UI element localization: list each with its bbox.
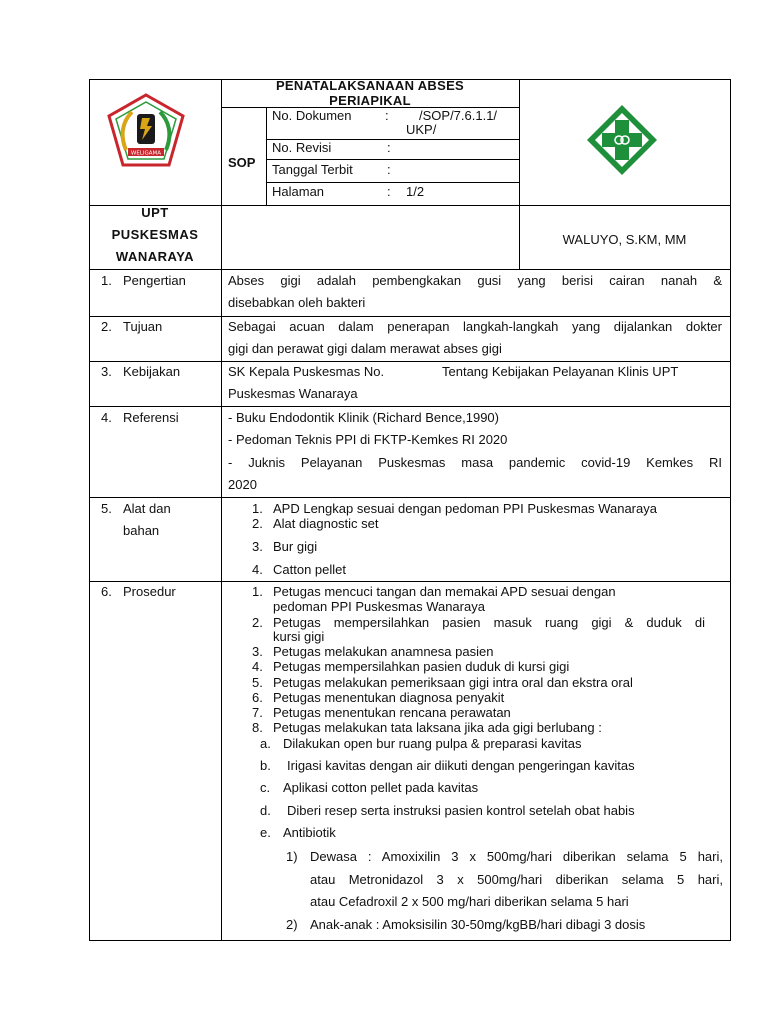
- step-number: 5.: [252, 675, 263, 690]
- divider: [89, 497, 731, 498]
- step-text-cont: kursi gigi: [273, 629, 325, 644]
- page-value: 1/2: [406, 184, 425, 199]
- list-number: 2.: [252, 516, 263, 531]
- page-colon: :: [387, 184, 391, 199]
- doc-number-label: No. Dokumen: [272, 108, 352, 123]
- section-text: Puskesmas Wanaraya: [228, 386, 358, 401]
- org-name-line2: PUSKESMAS: [111, 227, 199, 242]
- step-text: Petugas menentukan diagnosa penyakit: [273, 690, 505, 705]
- doc-number-value-cont: UKP/: [406, 122, 437, 137]
- border-right: [730, 79, 731, 941]
- list-item: APD Lengkap sesuai dengan pedoman PPI Puskesmas Wanaraya: [273, 501, 657, 516]
- divider: [221, 79, 222, 941]
- step-text: Petugas melakukan tata laksana jika ada gigi berlubang :: [273, 720, 602, 735]
- step-text: Petugas mempersilahkan pasien duduk di kursi gigi: [273, 659, 570, 674]
- doc-number-colon: :: [385, 108, 389, 123]
- sop-label: SOP: [228, 155, 256, 170]
- puskesmas-logo: [586, 104, 658, 176]
- org-name-line1: UPT: [141, 205, 169, 220]
- reference-item: - Buku Endodontik Klinik (Richard Bence,1990): [228, 410, 499, 425]
- substep-letter: c.: [260, 780, 271, 795]
- step-number: 1.: [252, 584, 263, 599]
- dosage-text: Dewasa : Amoxixilin 3 x 500mg/hari diberikan selama 5 hari,: [310, 849, 723, 864]
- reference-item-cont: 2020: [228, 477, 257, 492]
- substep-letter: e.: [260, 825, 271, 840]
- step-number: 6.: [252, 690, 263, 705]
- dosage-text-cont: atau Cefadroxil 2 x 500 mg/hari diberikan selama 5 hari: [310, 894, 629, 909]
- section-text: Sebagai acuan dalam penerapan langkah-langkah yang dijalankan dokter: [228, 319, 722, 334]
- substep-text: Antibiotik: [283, 825, 336, 840]
- section-label-referensi: Referensi: [123, 410, 179, 425]
- dosage-number: 1): [286, 849, 298, 864]
- revision-label: No. Revisi: [272, 140, 332, 155]
- substep-letter: b.: [260, 758, 271, 773]
- section-label-alat: Alat dan: [123, 501, 171, 516]
- section-text: Abses gigi adalah pembengkakan gusi yang berisi cairan nanah &: [228, 273, 722, 288]
- logo-text: WELIGAMA: [130, 150, 162, 157]
- divider: [89, 406, 731, 407]
- section-text: SK Kepala Puskesmas No.: [228, 364, 385, 379]
- list-item: Bur gigi: [273, 539, 318, 554]
- step-text: Petugas mempersilahkan pasien masuk ruang gigi & duduk di: [273, 615, 705, 630]
- substep-text: Dilakukan open bur ruang pulpa & preparasi kavitas: [283, 736, 582, 751]
- section-label-kebijakan: Kebijakan: [123, 364, 181, 379]
- divider: [89, 316, 731, 317]
- list-item: Catton pellet: [273, 562, 346, 577]
- section-text: disebabkan oleh bakteri: [228, 295, 366, 310]
- step-number: 3.: [252, 644, 263, 659]
- dosage-text-cont: atau Metronidazol 3 x 500mg/hari diberikan selama 5 hari,: [310, 872, 723, 887]
- issue-date-colon: :: [387, 162, 391, 177]
- section-label-prosedur: Prosedur: [123, 584, 176, 599]
- signer-name: WALUYO, S.KM, MM: [562, 232, 687, 247]
- section-number: 1.: [101, 273, 112, 288]
- substep-text: Diberi resep serta instruksi pasien kontrol setelah obat habis: [287, 803, 635, 818]
- regency-logo: [106, 92, 186, 170]
- step-number: 7.: [252, 705, 263, 720]
- org-name-line3: WANARAYA: [115, 249, 195, 264]
- step-number: 8.: [252, 720, 263, 735]
- step-text: Petugas mencuci tangan dan memakai APD sesuai dengan: [273, 584, 616, 599]
- doc-number-value: /SOP/7.6.1.1/: [419, 108, 498, 123]
- divider: [266, 159, 519, 160]
- list-number: 1.: [252, 501, 263, 516]
- step-text-cont: pedoman PPI Puskesmas Wanaraya: [273, 599, 485, 614]
- document-title-line2: PERIAPIKAL: [329, 93, 411, 108]
- step-text: Petugas melakukan pemeriksaan gigi intra oral dan ekstra oral: [273, 675, 633, 690]
- substep-text: Aplikasi cotton pellet pada kavitas: [283, 780, 479, 795]
- reference-item: - Juknis Pelayanan Puskesmas masa pandemic covid-19 Kemkes RI: [228, 455, 722, 470]
- section-number: 5.: [101, 501, 112, 516]
- section-number: 3.: [101, 364, 112, 379]
- section-label-tujuan: Tujuan: [123, 319, 163, 334]
- list-number: 3.: [252, 539, 263, 554]
- list-item: Alat diagnostic set: [273, 516, 379, 531]
- revision-colon: :: [387, 140, 391, 155]
- step-text: Petugas menentukan rencana perawatan: [273, 705, 511, 720]
- issue-date-label: Tanggal Terbit: [272, 162, 353, 177]
- section-number: 4.: [101, 410, 112, 425]
- section-text: Tentang Kebijakan Pelayanan Klinis UPT: [442, 364, 679, 379]
- step-number: 2.: [252, 615, 263, 630]
- step-number: 4.: [252, 659, 263, 674]
- document-title-line1: PENATALAKSANAAN ABSES: [275, 78, 465, 93]
- section-text: gigi dan perawat gigi dalam merawat abses gigi: [228, 341, 502, 356]
- section-number: 6.: [101, 584, 112, 599]
- divider: [266, 182, 519, 183]
- substep-letter: a.: [260, 736, 271, 751]
- divider: [89, 581, 731, 582]
- dosage-text: Anak-anak : Amoksisilin 30-50mg/kgBB/hari dibagi 3 dosis: [310, 917, 646, 932]
- divider: [89, 361, 731, 362]
- section-label-alat-cont: bahan: [123, 523, 160, 538]
- substep-text: Irigasi kavitas dengan air diikuti dengan pengeringan kavitas: [287, 758, 635, 773]
- dosage-number: 2): [286, 917, 298, 932]
- reference-item: - Pedoman Teknis PPI di FKTP-Kemkes RI 2020: [228, 432, 508, 447]
- divider: [89, 269, 731, 270]
- list-number: 4.: [252, 562, 263, 577]
- border-bottom: [89, 940, 731, 941]
- substep-letter: d.: [260, 803, 271, 818]
- page-label: Halaman: [272, 184, 325, 199]
- divider: [266, 107, 267, 205]
- step-text: Petugas melakukan anamnesa pasien: [273, 644, 494, 659]
- section-label-pengertian: Pengertian: [123, 273, 186, 288]
- section-number: 2.: [101, 319, 112, 334]
